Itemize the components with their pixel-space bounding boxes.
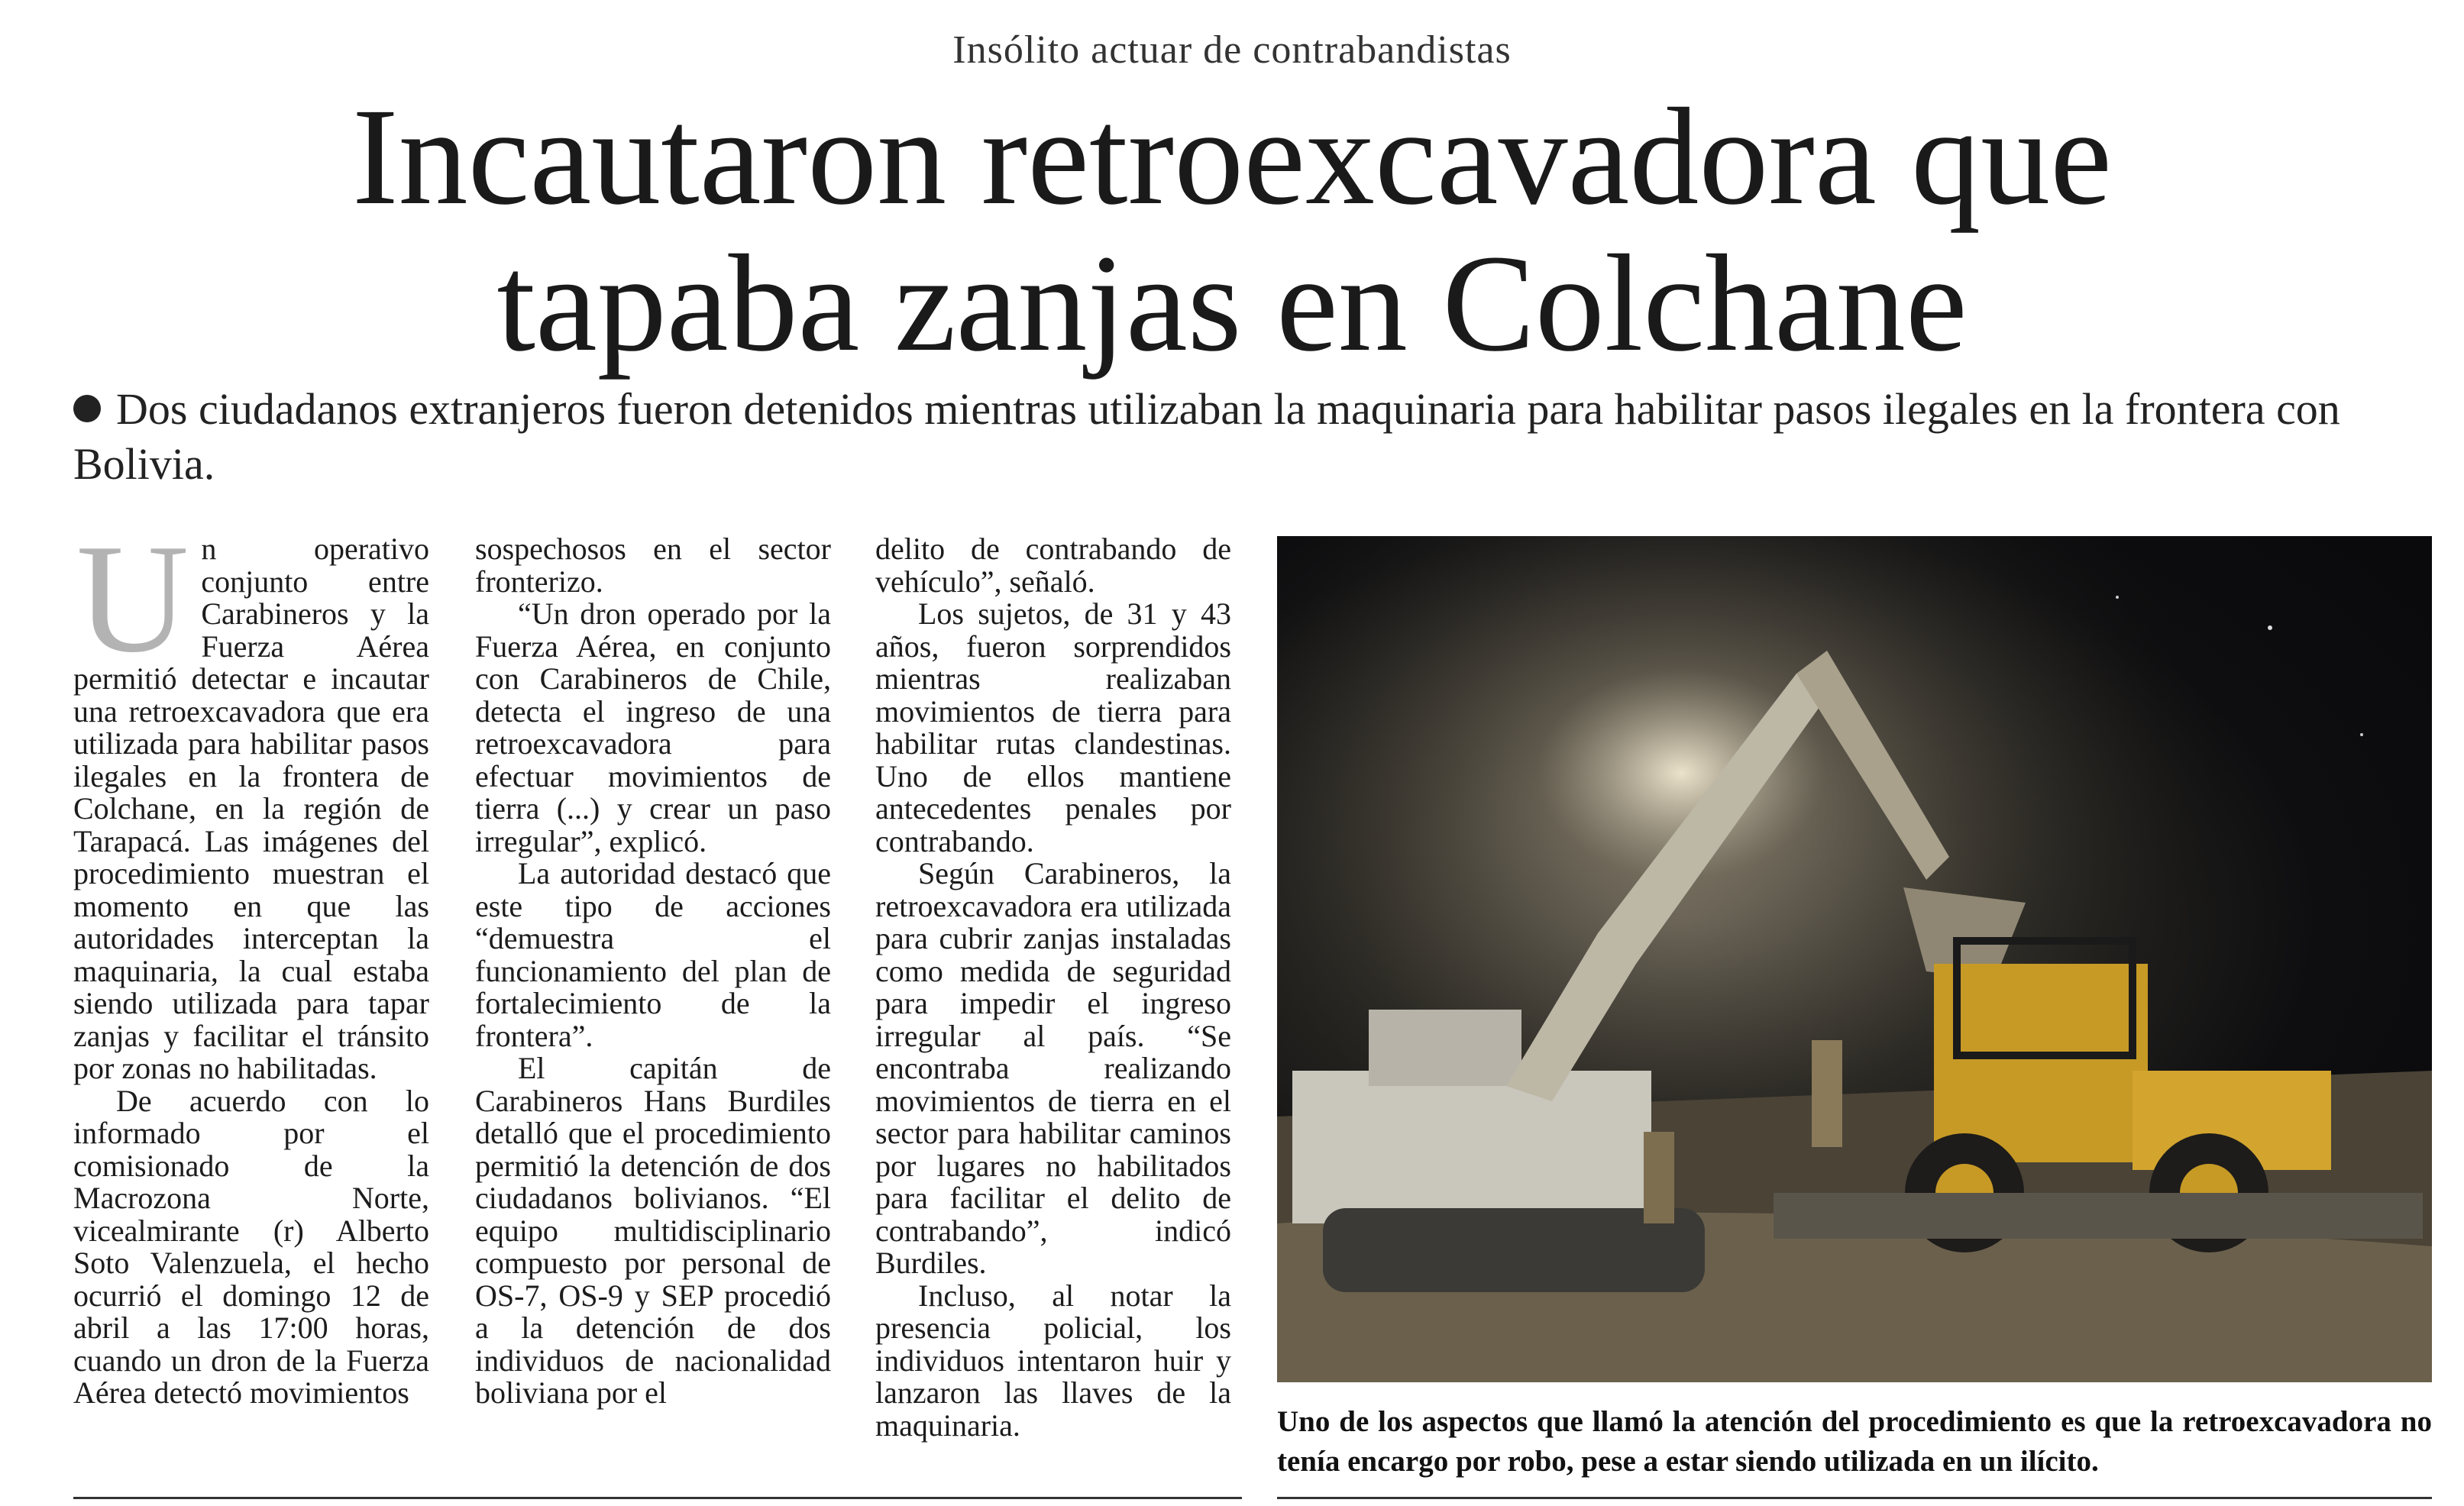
- body-paragraph: “Un dron operado por la Fuerza Aérea, en conjunto con Carabineros de Chile, detecta el ingreso de una retroexcavadora para efectuar movimientos de tierra (...) y crear un paso irregular”, explicó.: [475, 596, 831, 858]
- body-paragraph: Los sujetos, de 31 y 43 años, fueron sorprendidos mientras realizaban movimientos de tierra para habilitar rutas clandestinas. Uno de ellos mantiene antecedentes penales por contrabando.: [875, 596, 1231, 858]
- bottom-rule-right: [1277, 1497, 2432, 1499]
- deck-text: Dos ciudadanos extranjeros fueron detenidos mientras utilizaban la maquinaria para habilitar pasos ilegales en la frontera con Bolivia.: [73, 384, 2340, 489]
- article-kicker: Insólito actuar de contrabandistas: [952, 28, 1512, 72]
- headline-line-2: tapaba zanjas en Colchane: [496, 227, 1968, 380]
- body-column-3: [875, 533, 1231, 1442]
- bottom-rule-left: [73, 1497, 1242, 1499]
- body-paragraph: Un operativo conjunto entre Carabineros y la Fuerza Aérea permitió detectar e incautar una retroexcavadora que era utilizada para habilitar pasos ilegales en la frontera de Colchane, en la región de Tarapacá. Las imágenes del procedimiento muestran el momento en que las autoridades interceptan la maquinaria, la cual estaba siendo utilizada para tapar zanjas y facilitar el tránsito por zonas no habilitadas.: [73, 512, 429, 1085]
- news-photo: [1277, 536, 2432, 1382]
- body-paragraph: sospechosos en el sector fronterizo.: [475, 532, 831, 599]
- body-paragraph: Incluso, al notar la presencia policial, los individuos intentaron huir y lanzaron las llaves de la maquinaria.: [875, 1278, 1231, 1443]
- article-headline: [0, 80, 2464, 380]
- photo-illustration: [1277, 536, 2432, 1382]
- body-paragraph: De acuerdo con lo informado por el comisionado de la Macrozona Norte, vicealmirante (r) Alberto Soto Valenzuela, el hecho ocurrió el domingo 12 de abril a las 17:00 horas, cuando un dron de la Fuerza Aérea detectó movimientos: [73, 1083, 429, 1410]
- article-deck: [73, 382, 2441, 492]
- body-paragraph: delito de contrabando de vehículo”, señaló.: [875, 532, 1231, 599]
- photo-caption: Uno de los aspectos que llamó la atención del procedimiento es que la retroexcavadora no tenía encargo por robo, pese a estar siendo utilizada en un ilícito.: [1277, 1405, 2432, 1478]
- body-column-1: [73, 512, 429, 1410]
- body-paragraph: El capitán de Carabineros Hans Burdiles detalló que el procedimiento permitió la detención de dos ciudadanos bolivianos. “El equipo multidisciplinario compuesto por personal de OS-7, OS-9 y SEP procedió a la detención de dos individuos de nacionalidad boliviana por el: [475, 1051, 831, 1410]
- drop-cap: U: [76, 512, 189, 685]
- headline-line-1: Incautaron retroexcavadora que: [352, 80, 2112, 234]
- body-paragraph: Según Carabineros, la retroexcavadora era utilizada para cubrir zanjas instaladas como medida de seguridad para impedir el ingreso irregular al país. “Se encontraba realizando movimientos de tierra en el sector para habilitar caminos por lugares no habilitados para facilitar el delito de contrabando”, indicó Burdiles.: [875, 856, 1231, 1280]
- body-paragraph: La autoridad destacó que este tipo de acciones “demuestra el funcionamiento del plan de fortalecimiento de la frontera”.: [475, 856, 831, 1053]
- bullet-icon: [73, 395, 101, 422]
- body-column-2: [475, 533, 831, 1410]
